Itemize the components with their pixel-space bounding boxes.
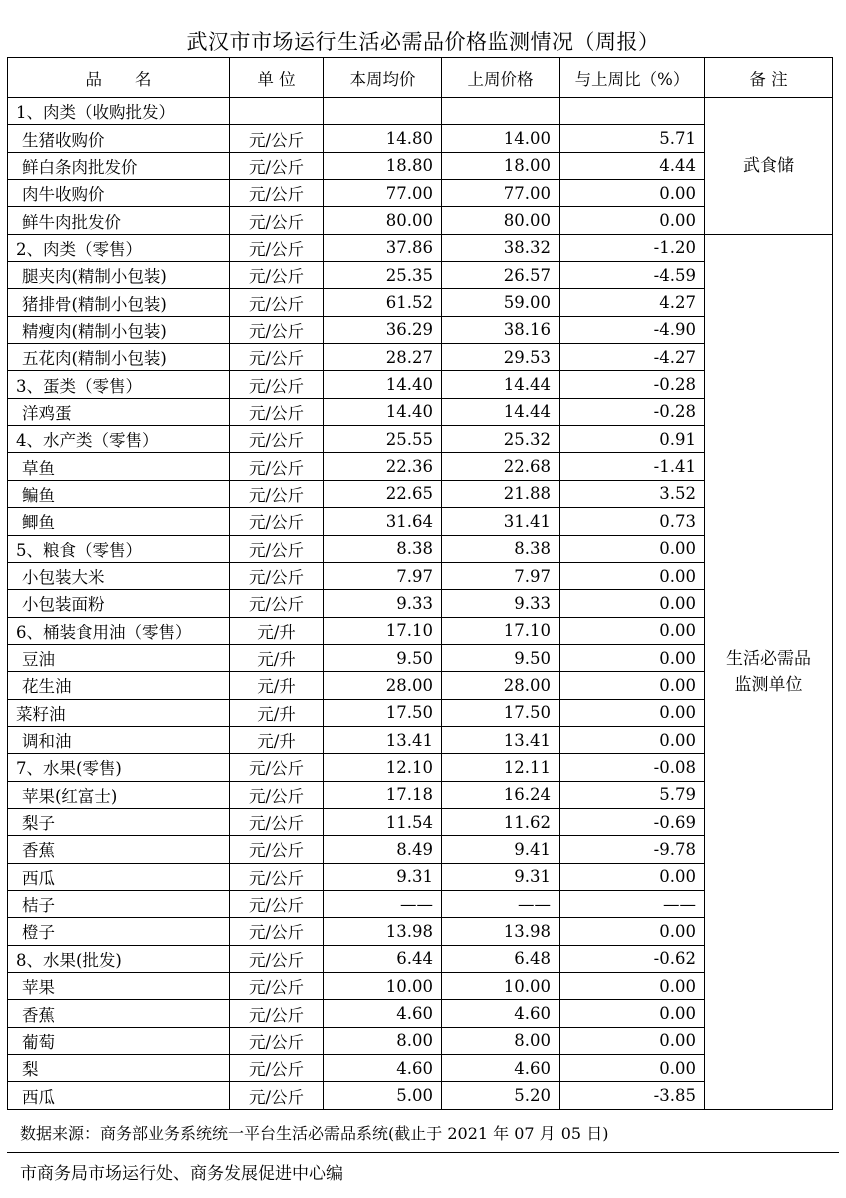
cell-change: 0.00 <box>560 562 705 589</box>
cell-unit: 元/公斤 <box>230 781 324 808</box>
cell-last-week: —— <box>442 890 560 917</box>
cell-unit: 元/公斤 <box>230 480 324 507</box>
cell-change: -3.85 <box>560 1082 705 1109</box>
cell-change: 0.00 <box>560 1027 705 1054</box>
header-change: 与上周比（%） <box>560 58 705 98</box>
cell-this-week: 13.41 <box>324 726 442 753</box>
cell-last-week: 10.00 <box>442 973 560 1000</box>
cell-name: 小包装面粉 <box>8 590 230 617</box>
cell-this-week: 4.60 <box>324 1000 442 1027</box>
table-row <box>8 98 833 125</box>
cell-this-week: 31.64 <box>324 508 442 535</box>
cell-name: 7、水果(零售) <box>8 754 230 781</box>
page-title: 武汉市市场运行生活必需品价格监测情况（周报） <box>186 30 660 54</box>
cell-change: 0.00 <box>560 1055 705 1082</box>
cell-unit: 元/公斤 <box>230 1027 324 1054</box>
cell-this-week: —— <box>324 890 442 917</box>
cell-unit: 元/升 <box>230 617 324 644</box>
cell-unit: 元/公斤 <box>230 262 324 289</box>
cell-last-week: 8.00 <box>442 1027 560 1054</box>
cell-last-week: 31.41 <box>442 508 560 535</box>
remark-group-1: 武食储 <box>705 98 833 235</box>
cell-change: 0.91 <box>560 426 705 453</box>
cell-unit: 元/公斤 <box>230 590 324 617</box>
cell-unit: 元/公斤 <box>230 234 324 261</box>
cell-last-week: 11.62 <box>442 808 560 835</box>
cell-unit: 元/公斤 <box>230 344 324 371</box>
footer-editor: 市商务局市场运行处、商务发展促进中心编 <box>20 1164 343 1184</box>
cell-this-week: 9.50 <box>324 644 442 671</box>
header-name: 品 名 <box>8 58 230 98</box>
cell-name: 花生油 <box>8 672 230 699</box>
cell-unit: 元/升 <box>230 672 324 699</box>
cell-unit: 元/公斤 <box>230 371 324 398</box>
cell-change: 0.00 <box>560 973 705 1000</box>
cell-this-week: 14.40 <box>324 371 442 398</box>
cell-unit: 元/公斤 <box>230 207 324 234</box>
cell-change: -0.08 <box>560 754 705 781</box>
cell-unit: 元/公斤 <box>230 754 324 781</box>
cell-change: 0.00 <box>560 617 705 644</box>
cell-last-week: 22.68 <box>442 453 560 480</box>
cell-this-week: 17.18 <box>324 781 442 808</box>
cell-this-week: 5.00 <box>324 1082 442 1109</box>
cell-name: 香蕉 <box>8 836 230 863</box>
cell-last-week: 4.60 <box>442 1000 560 1027</box>
remark-group-2 <box>705 234 833 1109</box>
cell-this-week: 25.55 <box>324 426 442 453</box>
cell-unit: 元/公斤 <box>230 973 324 1000</box>
cell-name: 6、桶装食用油（零售） <box>8 617 230 644</box>
cell-this-week: 13.98 <box>324 918 442 945</box>
cell-change: 0.00 <box>560 644 705 671</box>
cell-this-week: 12.10 <box>324 754 442 781</box>
cell-this-week: 36.29 <box>324 316 442 343</box>
header-remark: 备 注 <box>705 58 833 98</box>
cell-name: 梨 <box>8 1055 230 1082</box>
cell-name: 草鱼 <box>8 453 230 480</box>
cell-change: 0.00 <box>560 699 705 726</box>
cell-this-week: 9.33 <box>324 590 442 617</box>
cell-last-week: 14.44 <box>442 371 560 398</box>
cell-unit: 元/公斤 <box>230 836 324 863</box>
cell-name: 3、蛋类（零售） <box>8 371 230 398</box>
cell-last-week: 17.10 <box>442 617 560 644</box>
cell-last-week: 80.00 <box>442 207 560 234</box>
cell-change: 0.00 <box>560 918 705 945</box>
cell-change: -9.78 <box>560 836 705 863</box>
cell-this-week: 7.97 <box>324 562 442 589</box>
cell-this-week: 22.65 <box>324 480 442 507</box>
cell-name: 西瓜 <box>8 1082 230 1109</box>
cell-name: 桔子 <box>8 890 230 917</box>
cell-last-week: 14.00 <box>442 125 560 152</box>
cell-name: 苹果 <box>8 973 230 1000</box>
cell-this-week: 77.00 <box>324 180 442 207</box>
cell-change: -0.62 <box>560 945 705 972</box>
cell-name: 五花肉(精制小包装) <box>8 344 230 371</box>
cell-last-week: 21.88 <box>442 480 560 507</box>
cell-this-week: 17.50 <box>324 699 442 726</box>
cell-this-week: 61.52 <box>324 289 442 316</box>
cell-change: -0.69 <box>560 808 705 835</box>
cell-unit: 元/公斤 <box>230 180 324 207</box>
cell-unit: 元/公斤 <box>230 1000 324 1027</box>
cell-change: 0.00 <box>560 672 705 699</box>
cell-this-week: 8.00 <box>324 1027 442 1054</box>
cell-change: -4.90 <box>560 316 705 343</box>
remark-group-2-line2: 监测单位 <box>734 674 803 695</box>
cell-name: 梨子 <box>8 808 230 835</box>
cell-name: 5、粮食（零售） <box>8 535 230 562</box>
table-row <box>8 234 833 261</box>
cell-name: 肉牛收购价 <box>8 180 230 207</box>
cell-name: 2、肉类（零售） <box>8 234 230 261</box>
cell-unit: 元/公斤 <box>230 398 324 425</box>
cell-change <box>560 98 705 125</box>
cell-unit: 元/公斤 <box>230 289 324 316</box>
cell-unit: 元/公斤 <box>230 1055 324 1082</box>
table-header-row <box>8 58 833 98</box>
cell-change: -0.28 <box>560 398 705 425</box>
cell-change: -1.20 <box>560 234 705 261</box>
cell-unit: 元/公斤 <box>230 152 324 179</box>
cell-last-week: 28.00 <box>442 672 560 699</box>
cell-last-week: 77.00 <box>442 180 560 207</box>
cell-this-week: 80.00 <box>324 207 442 234</box>
cell-this-week: 10.00 <box>324 973 442 1000</box>
cell-last-week: 6.48 <box>442 945 560 972</box>
cell-name: 菜籽油 <box>8 699 230 726</box>
cell-last-week: 14.44 <box>442 398 560 425</box>
cell-name: 8、水果(批发) <box>8 945 230 972</box>
cell-change: 0.00 <box>560 535 705 562</box>
remark-group-2-line1: 生活必需品 <box>726 648 811 669</box>
cell-name: 腿夹肉(精制小包装) <box>8 262 230 289</box>
cell-last-week: 59.00 <box>442 289 560 316</box>
cell-last-week: 8.38 <box>442 535 560 562</box>
cell-unit: 元/公斤 <box>230 535 324 562</box>
cell-last-week <box>442 98 560 125</box>
cell-name: 1、肉类（收购批发） <box>8 98 230 125</box>
cell-this-week <box>324 98 442 125</box>
cell-this-week: 37.86 <box>324 234 442 261</box>
cell-name: 豆油 <box>8 644 230 671</box>
cell-unit: 元/公斤 <box>230 453 324 480</box>
cell-unit: 元/公斤 <box>230 125 324 152</box>
cell-name: 生猪收购价 <box>8 125 230 152</box>
cell-change: 0.00 <box>560 180 705 207</box>
cell-unit: 元/升 <box>230 726 324 753</box>
cell-this-week: 6.44 <box>324 945 442 972</box>
cell-unit <box>230 98 324 125</box>
cell-this-week: 14.80 <box>324 125 442 152</box>
cell-this-week: 4.60 <box>324 1055 442 1082</box>
header-last-week: 上周价格 <box>442 58 560 98</box>
cell-last-week: 4.60 <box>442 1055 560 1082</box>
cell-last-week: 25.32 <box>442 426 560 453</box>
cell-last-week: 38.16 <box>442 316 560 343</box>
cell-this-week: 28.00 <box>324 672 442 699</box>
cell-last-week: 18.00 <box>442 152 560 179</box>
cell-unit: 元/公斤 <box>230 918 324 945</box>
cell-name: 苹果(红富士) <box>8 781 230 808</box>
cell-change: 0.00 <box>560 863 705 890</box>
cell-change: -0.28 <box>560 371 705 398</box>
cell-unit: 元/公斤 <box>230 508 324 535</box>
cell-this-week: 18.80 <box>324 152 442 179</box>
cell-change: 5.71 <box>560 125 705 152</box>
cell-last-week: 9.33 <box>442 590 560 617</box>
cell-unit: 元/公斤 <box>230 890 324 917</box>
cell-this-week: 11.54 <box>324 808 442 835</box>
cell-this-week: 9.31 <box>324 863 442 890</box>
cell-this-week: 8.38 <box>324 535 442 562</box>
cell-last-week: 29.53 <box>442 344 560 371</box>
cell-last-week: 16.24 <box>442 781 560 808</box>
cell-unit: 元/公斤 <box>230 863 324 890</box>
cell-this-week: 17.10 <box>324 617 442 644</box>
cell-name: 小包装大米 <box>8 562 230 589</box>
cell-name: 鲜白条肉批发价 <box>8 152 230 179</box>
cell-change: 5.79 <box>560 781 705 808</box>
cell-last-week: 17.50 <box>442 699 560 726</box>
cell-name: 鲜牛肉批发价 <box>8 207 230 234</box>
cell-change: 4.44 <box>560 152 705 179</box>
cell-unit: 元/升 <box>230 644 324 671</box>
cell-name: 西瓜 <box>8 863 230 890</box>
cell-this-week: 22.36 <box>324 453 442 480</box>
cell-unit: 元/公斤 <box>230 426 324 453</box>
cell-last-week: 12.11 <box>442 754 560 781</box>
cell-name: 洋鸡蛋 <box>8 398 230 425</box>
cell-unit: 元/公斤 <box>230 808 324 835</box>
header-this-week: 本周均价 <box>324 58 442 98</box>
cell-change: -4.59 <box>560 262 705 289</box>
price-table <box>7 57 833 1110</box>
footer-divider <box>7 1152 839 1153</box>
cell-change: 0.00 <box>560 1000 705 1027</box>
cell-change: —— <box>560 890 705 917</box>
cell-name: 鲫鱼 <box>8 508 230 535</box>
cell-this-week: 8.49 <box>324 836 442 863</box>
cell-unit: 元/升 <box>230 699 324 726</box>
cell-change: 4.27 <box>560 289 705 316</box>
cell-this-week: 28.27 <box>324 344 442 371</box>
cell-last-week: 9.31 <box>442 863 560 890</box>
cell-last-week: 7.97 <box>442 562 560 589</box>
cell-unit: 元/公斤 <box>230 316 324 343</box>
cell-last-week: 38.32 <box>442 234 560 261</box>
cell-name: 鳊鱼 <box>8 480 230 507</box>
cell-change: 0.00 <box>560 590 705 617</box>
cell-name: 橙子 <box>8 918 230 945</box>
cell-last-week: 26.57 <box>442 262 560 289</box>
cell-name: 调和油 <box>8 726 230 753</box>
cell-last-week: 13.41 <box>442 726 560 753</box>
cell-last-week: 5.20 <box>442 1082 560 1109</box>
cell-change: 3.52 <box>560 480 705 507</box>
cell-change: 0.00 <box>560 726 705 753</box>
cell-unit: 元/公斤 <box>230 945 324 972</box>
cell-name: 香蕉 <box>8 1000 230 1027</box>
cell-last-week: 9.41 <box>442 836 560 863</box>
cell-change: -1.41 <box>560 453 705 480</box>
cell-change: 0.73 <box>560 508 705 535</box>
data-source-note: 数据来源：商务部业务系统统一平台生活必需品系统(截止于 2021 年 07 月 05 日) <box>20 1124 609 1143</box>
cell-name: 葡萄 <box>8 1027 230 1054</box>
cell-name: 4、水产类（零售） <box>8 426 230 453</box>
cell-unit: 元/公斤 <box>230 1082 324 1109</box>
cell-unit: 元/公斤 <box>230 562 324 589</box>
cell-this-week: 25.35 <box>324 262 442 289</box>
cell-name: 精瘦肉(精制小包装) <box>8 316 230 343</box>
cell-change: -4.27 <box>560 344 705 371</box>
cell-last-week: 9.50 <box>442 644 560 671</box>
cell-last-week: 13.98 <box>442 918 560 945</box>
cell-this-week: 14.40 <box>324 398 442 425</box>
header-unit: 单 位 <box>230 58 324 98</box>
cell-change: 0.00 <box>560 207 705 234</box>
cell-name: 猪排骨(精制小包装) <box>8 289 230 316</box>
